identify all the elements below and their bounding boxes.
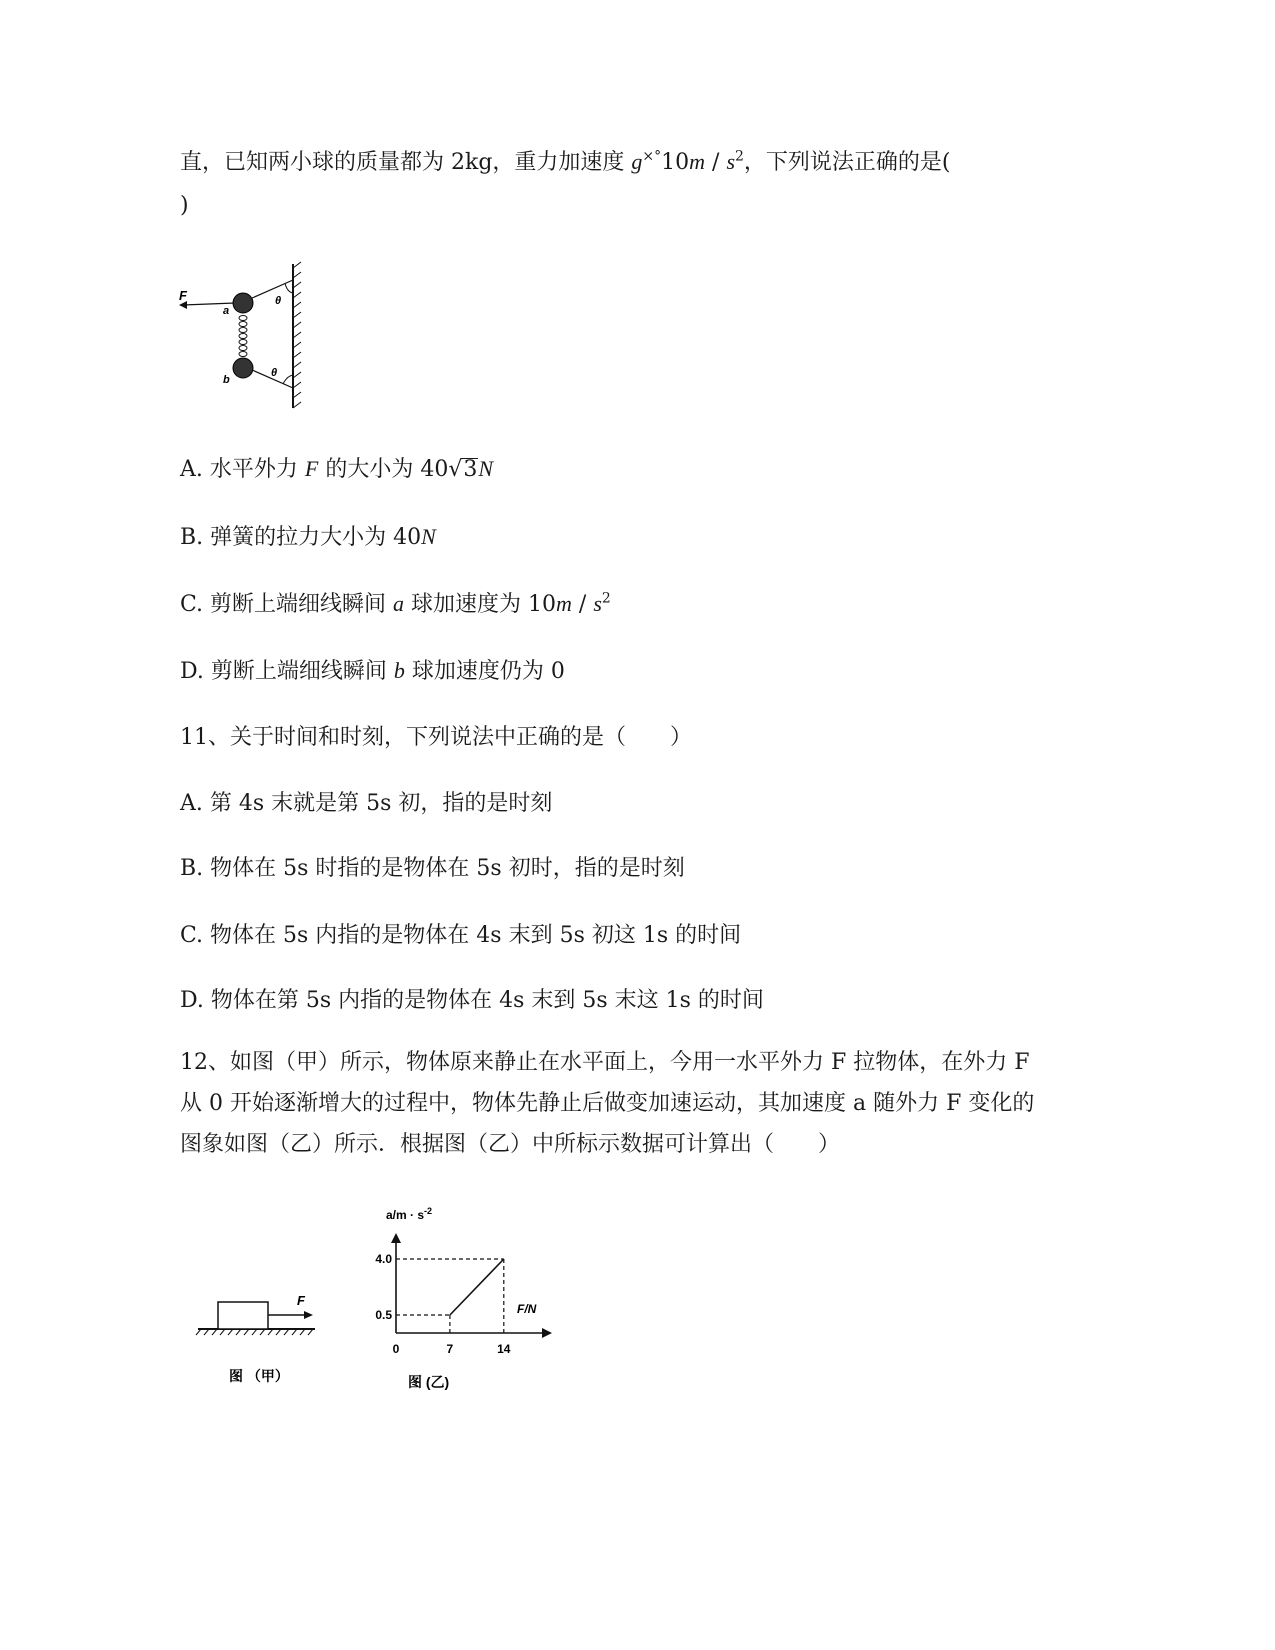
q10-option-a-var: F — [304, 456, 319, 481]
g-unit-slash: / — [705, 150, 727, 175]
a-f-chart — [358, 1205, 558, 1395]
label-F: F — [179, 288, 187, 303]
theta-arc-top — [285, 283, 293, 293]
q10-option-c-unit-exp: 2 — [601, 590, 611, 607]
theta-arc-bottom — [283, 375, 293, 384]
label-theta-top: θ — [275, 295, 282, 307]
x-tick-label-0: 0 — [392, 1342, 400, 1356]
q10-option-c-value: 10 — [528, 592, 557, 617]
caption-jia: 图 （甲） — [229, 1368, 289, 1384]
series-line — [450, 1259, 504, 1315]
g-unit-s: s — [726, 149, 735, 174]
g-value: 10 — [661, 150, 690, 175]
g-unit-m: m — [689, 149, 706, 174]
intro-text-suffix: ，下列说法正确的是( — [743, 150, 951, 175]
q10-option-c-prefix: C. 剪断上端细线瞬间 — [180, 592, 394, 617]
spring-coils — [239, 316, 247, 357]
label-b: b — [223, 374, 230, 386]
q10-option-c-unit-s: s — [593, 591, 602, 616]
y-axis-label: $a/m \cdot s^{-2}$ — [386, 1206, 433, 1222]
q10-option-b — [180, 520, 436, 551]
sqrt-sign: √ — [448, 457, 463, 482]
q10-option-b-prefix: B. 弹簧的拉力大小为 40 — [180, 525, 422, 550]
force-arrow-head — [304, 1311, 313, 1319]
q10-option-c-mid: 球加速度为 — [404, 592, 529, 617]
block-figure — [195, 1285, 325, 1395]
q12-stem: 12、如图（甲）所示，物体原来静止在水平面上，今用一水平外力 F 拉物体，在外力 F 从 0 开始逐渐增大的过程中，物体先静止后做变加速运动，其加速度 a 随外力 F 变化的图象如图（乙）所示．根据图（乙）中所标示数据可计算出（ ） — [180, 1050, 1035, 1157]
label-theta-bottom: θ — [271, 367, 278, 379]
intro-line-2: ) — [180, 193, 189, 218]
q10-option-c — [180, 587, 611, 618]
g-symbol: g — [631, 149, 643, 174]
g-unit-exp: 2 — [735, 148, 744, 165]
q10-option-a-coef: 40 — [420, 457, 449, 482]
q10-option-d — [180, 654, 565, 685]
q11-stem: 11、关于时间和时刻，下列说法中正确的是（ ） — [180, 725, 692, 750]
q11-option-d: D. 物体在第 5s 内指的是物体在 4s 末到 5s 末这 1s 的时间 — [180, 988, 764, 1013]
q10-option-b-unit: N — [421, 524, 436, 549]
q10-option-d-suffix: 球加速度仍为 0 — [404, 659, 565, 684]
q10-option-a-mid: 的大小为 — [318, 457, 421, 482]
q10-option-d-var: b — [393, 658, 405, 683]
q10-option-a-prefix: A. 水平外力 — [180, 457, 305, 482]
q10-option-c-unit-slash: / — [571, 592, 594, 617]
x-axis-arrow — [542, 1328, 552, 1338]
q10-option-a-root: 3 — [463, 457, 478, 482]
q11-option-a: A. 第 4s 末就是第 5s 初，指的是时刻 — [180, 791, 553, 816]
x-tick-label-2: 14 — [497, 1342, 511, 1356]
ball-b — [233, 358, 253, 378]
q10-option-d-prefix: D. 剪断上端细线瞬间 — [180, 659, 394, 684]
q11-option-c: C. 物体在 5s 内指的是物体在 4s 末到 5s 初这 1s 的时间 — [180, 923, 742, 948]
chart-caption: 图 (乙) — [408, 1374, 450, 1390]
q10-option-a — [180, 452, 493, 483]
q10-option-c-var: a — [393, 591, 405, 616]
q10-option-c-unit-m: m — [556, 591, 572, 616]
x-axis-label: F/N — [517, 1302, 537, 1316]
q10-option-a-unit: N — [478, 456, 494, 481]
intro-text-prefix: 直，已知两小球的质量都为 2kg，重力加速度 — [180, 150, 632, 175]
g-mark: ×° — [642, 148, 662, 165]
q11-option-b: B. 物体在 5s 时指的是物体在 5s 初时，指的是时刻 — [180, 856, 685, 881]
ball-a — [233, 293, 253, 313]
wall-hatching — [293, 262, 301, 408]
y-tick-label-0: 0.5 — [375, 1308, 392, 1322]
block — [218, 1302, 268, 1329]
intro-line-1 — [180, 145, 951, 176]
y-axis-arrow — [391, 1233, 401, 1243]
spring-balls-figure — [175, 258, 315, 413]
x-tick-label-1: 7 — [446, 1342, 454, 1356]
label-a: a — [223, 305, 230, 317]
y-tick-label-1: 4.0 — [375, 1252, 392, 1266]
label-F: F — [297, 1293, 305, 1308]
